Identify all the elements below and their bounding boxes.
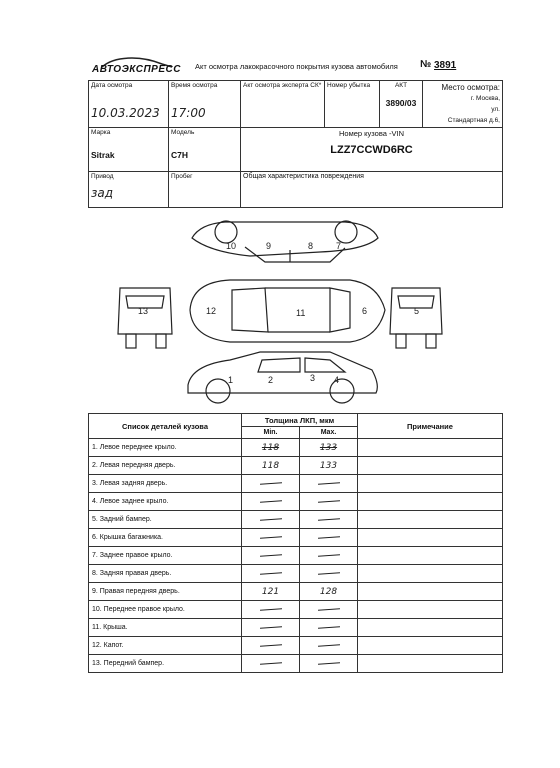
brand-value: Sitrak — [91, 150, 115, 160]
handwritten-dash — [259, 482, 281, 485]
thickness-min-value: 121 — [261, 586, 280, 597]
zone-label-12: 12 — [206, 306, 217, 316]
thickness-max — [300, 601, 358, 619]
col-thickness-header: Толщина ЛКП, мкм — [242, 414, 358, 427]
handwritten-dash — [259, 518, 281, 521]
part-name: 9. Правая передняя дверь. — [89, 583, 242, 601]
thickness-min — [242, 511, 300, 529]
part-note — [358, 457, 503, 475]
handwritten-dash — [317, 536, 339, 539]
thickness-min — [242, 547, 300, 565]
table-row — [89, 511, 503, 529]
part-note — [358, 493, 503, 511]
thickness-max — [300, 529, 358, 547]
vin-label: Номер кузова -VIN — [339, 129, 404, 138]
table-row — [89, 529, 503, 547]
zone-label-8: 8 — [308, 241, 314, 251]
part-note — [358, 439, 503, 457]
part-note — [358, 583, 503, 601]
col-max-header: Max. — [300, 427, 358, 439]
part-name: 11. Крыша. — [89, 619, 242, 637]
part-name: 6. Крышка багажника. — [89, 529, 242, 547]
wheel-rear-left-view — [396, 334, 406, 348]
thickness-max — [300, 547, 358, 565]
thickness-max — [300, 583, 358, 601]
table-row — [89, 547, 503, 565]
part-name: 5. Задний бампер. — [89, 511, 242, 529]
part-name: 2. Левая передняя дверь. — [89, 457, 242, 475]
zone-label-9: 9 — [266, 241, 272, 251]
col-note-header: Примечание — [358, 414, 503, 439]
part-name: 8. Задняя правая дверь. — [89, 565, 242, 583]
part-name: 3. Левая задняя дверь. — [89, 475, 242, 493]
zone-label-1: 1 — [228, 375, 234, 385]
part-note — [358, 547, 503, 565]
handwritten-dash — [259, 626, 281, 629]
place-value-city: г. Москва, — [470, 95, 500, 102]
logo-text: АВТОЭКСПРЕСС — [92, 64, 181, 75]
zone-label-4: 4 — [334, 375, 340, 385]
thickness-max — [300, 619, 358, 637]
wheel-front-right — [215, 221, 237, 243]
thickness-min — [242, 529, 300, 547]
act-number-sign: № — [420, 59, 432, 70]
handwritten-dash — [317, 572, 339, 575]
thickness-min-value: 118 — [261, 442, 280, 453]
thickness-min — [242, 601, 300, 619]
car-top-outline — [190, 280, 385, 342]
thickness-max-value: 133 — [319, 460, 338, 471]
zone-label-3: 3 — [310, 373, 316, 383]
part-name: 12. Капот. — [89, 637, 242, 655]
thickness-max — [300, 457, 358, 475]
thickness-max — [300, 475, 358, 493]
handwritten-dash — [259, 536, 281, 539]
part-note — [358, 637, 503, 655]
handwritten-dash — [317, 500, 339, 503]
date-label: Дата осмотра — [91, 82, 133, 89]
handwritten-dash — [259, 572, 281, 575]
part-name: 4. Левое заднее крыло. — [89, 493, 242, 511]
thickness-min — [242, 493, 300, 511]
parts-table — [88, 413, 503, 673]
table-row — [89, 601, 503, 619]
thickness-max — [300, 565, 358, 583]
thickness-max — [300, 439, 358, 457]
table-row — [89, 655, 503, 673]
zone-label-5: 5 — [414, 306, 420, 316]
thickness-min — [242, 565, 300, 583]
handwritten-dash — [317, 482, 339, 485]
wheel-front-right-view — [156, 334, 166, 348]
wheel-front-left — [206, 379, 230, 403]
handwritten-dash — [317, 644, 339, 647]
thickness-min — [242, 637, 300, 655]
table-row — [89, 475, 503, 493]
part-name: 1. Левое переднее крыло. — [89, 439, 242, 457]
thickness-min — [242, 475, 300, 493]
part-note — [358, 529, 503, 547]
handwritten-dash — [259, 500, 281, 503]
zone-label-7: 7 — [336, 241, 342, 251]
handwritten-dash — [317, 626, 339, 629]
col-min-header: Min. — [242, 427, 300, 439]
act-value: 3890/03 — [385, 98, 417, 108]
thickness-min — [242, 583, 300, 601]
document-title: Акт осмотра лакокрасочного покрытия кузова автомобиля — [195, 62, 398, 71]
damage-label: Общая характеристика повреждения — [243, 173, 364, 180]
place-value-street: ул. — [491, 106, 500, 113]
handwritten-dash — [317, 662, 339, 665]
table-row — [89, 565, 503, 583]
zone-label-2: 2 — [268, 375, 274, 385]
table-row — [89, 637, 503, 655]
model-label: Модель — [171, 129, 195, 136]
table-row — [89, 493, 503, 511]
mileage-label: Пробег — [171, 173, 193, 180]
handwritten-dash — [259, 662, 281, 665]
vin-value: LZZ7CCWD6RC — [330, 144, 413, 156]
part-name: 10. Переднее правое крыло. — [89, 601, 242, 619]
handwritten-dash — [317, 554, 339, 557]
table-row — [89, 619, 503, 637]
date-value: 10.03.2023 — [91, 106, 160, 120]
col-parts-header: Список деталей кузова — [89, 414, 242, 439]
table-row — [89, 457, 503, 475]
act-number: 3891 — [434, 60, 457, 71]
table-row — [89, 439, 503, 457]
model-value: C7H — [171, 150, 189, 160]
expert-label: Акт осмотра эксперта СК* — [243, 82, 322, 89]
thickness-min — [242, 457, 300, 475]
part-note — [358, 511, 503, 529]
thickness-min — [242, 655, 300, 673]
drive-value: зад — [91, 186, 114, 200]
wheel-front-left-view — [126, 334, 136, 348]
thickness-max-value: 128 — [319, 586, 338, 597]
car-right-side-outline — [192, 222, 378, 256]
part-name: 7. Заднее правое крыло. — [89, 547, 242, 565]
handwritten-dash — [259, 554, 281, 557]
zone-label-13: 13 — [138, 306, 149, 316]
thickness-min-value: 118 — [261, 460, 280, 471]
thickness-min — [242, 619, 300, 637]
time-value: 17:00 — [171, 106, 206, 120]
zone-label-10: 10 — [226, 241, 237, 251]
drive-label: Привод — [91, 173, 114, 180]
part-note — [358, 619, 503, 637]
thickness-min — [242, 439, 300, 457]
thickness-max — [300, 637, 358, 655]
part-name: 13. Передний бампер. — [89, 655, 242, 673]
act-label: АКТ — [394, 82, 408, 89]
part-note — [358, 475, 503, 493]
loss-number-label: Номер убытка — [327, 82, 371, 89]
place-label: Место осмотра: — [441, 83, 500, 92]
thickness-max-value: 133 — [319, 442, 338, 453]
brand-label: Марка — [91, 129, 111, 136]
part-note — [358, 601, 503, 619]
zone-label-11: 11 — [296, 308, 306, 318]
table-row — [89, 583, 503, 601]
place-value-house: Стандартная д.6, — [447, 117, 500, 124]
handwritten-dash — [259, 644, 281, 647]
thickness-max — [300, 493, 358, 511]
part-note — [358, 655, 503, 673]
handwritten-dash — [259, 608, 281, 611]
wheel-rear-right-view — [426, 334, 436, 348]
handwritten-dash — [317, 518, 339, 521]
handwritten-dash — [317, 608, 339, 611]
wheel-rear-right — [335, 221, 357, 243]
thickness-max — [300, 511, 358, 529]
zone-label-6: 6 — [362, 306, 368, 316]
part-note — [358, 565, 503, 583]
thickness-max — [300, 655, 358, 673]
time-label: Время осмотра — [171, 82, 218, 89]
